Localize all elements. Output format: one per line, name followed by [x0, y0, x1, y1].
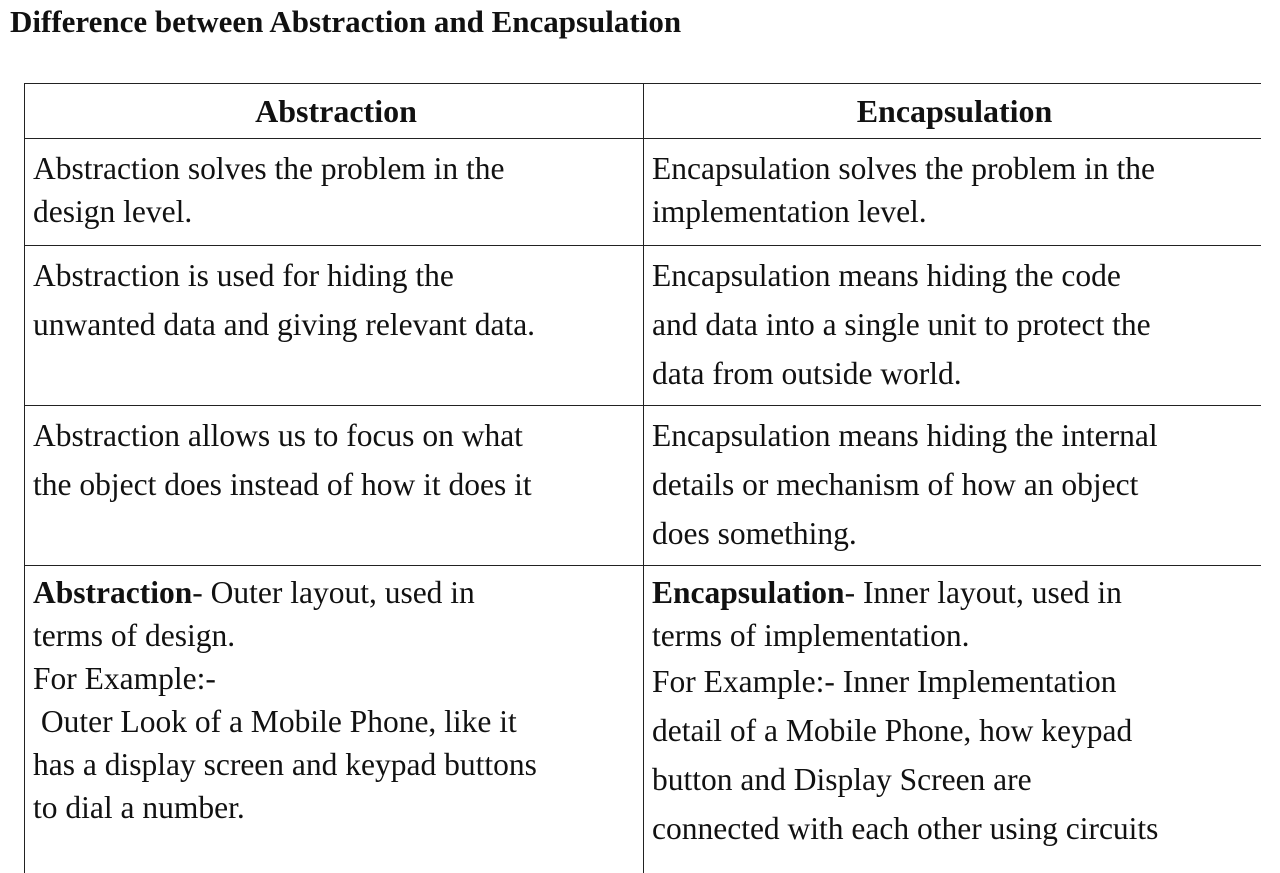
cell-line: Encapsulation means hiding the code — [652, 258, 1121, 293]
cell-line — [33, 571, 639, 614]
abstraction-cell — [25, 139, 644, 246]
header-encapsulation: Encapsulation — [644, 84, 1262, 139]
cell-line: and data into a single unit to protect the — [652, 307, 1151, 342]
cell-line: Abstraction allows us to focus on what — [33, 418, 523, 453]
cell-line: detail of a Mobile Phone, how keypad — [652, 713, 1133, 748]
header-abstraction: Abstraction — [25, 84, 644, 139]
abstraction-lead: - Outer layout, used in — [192, 575, 475, 610]
comparison-table — [24, 83, 1261, 873]
cell-line: Abstraction solves the problem in the — [33, 151, 505, 186]
cell-line: Encapsulation solves the problem in the — [652, 151, 1156, 186]
cell-line: button and Display Screen are — [652, 762, 1032, 797]
cell-line: details or mechanism of how an object — [652, 467, 1139, 502]
cell-line: For Example:- Inner Implementation — [652, 664, 1117, 699]
table-row — [25, 246, 1262, 406]
cell-line: does something. — [652, 516, 857, 551]
table-row — [25, 406, 1262, 566]
cell-line: Encapsulation means hiding the internal — [652, 418, 1158, 453]
cell-line: data from outside world. — [652, 356, 962, 391]
cell-line: the object does instead of how it does it — [33, 467, 532, 502]
abstraction-cell — [25, 406, 644, 566]
cell-line: For Example:- — [33, 661, 216, 696]
cell-line: unwanted data and giving relevant data. — [33, 307, 536, 342]
cell-line: terms of implementation. — [652, 618, 970, 653]
cell-line: terms of design. — [33, 618, 236, 653]
cell-line: has a display screen and keypad buttons — [33, 747, 537, 782]
encapsulation-cell — [644, 246, 1262, 406]
table-row — [25, 139, 1262, 246]
cell-line: connected with each other using circuits — [652, 811, 1159, 846]
abstraction-term: Abstraction — [33, 575, 193, 610]
comparison-table-wrapper — [24, 83, 1261, 873]
cell-line: to dial a number. — [33, 790, 245, 825]
cell-line — [652, 571, 1257, 614]
cell-line: Outer Look of a Mobile Phone, like it — [33, 704, 517, 739]
example-block — [652, 657, 1257, 853]
abstraction-cell — [25, 246, 644, 406]
cell-line: design level. — [33, 194, 193, 229]
encapsulation-cell — [644, 406, 1262, 566]
cell-line: Abstraction is used for hiding the — [33, 258, 454, 293]
encapsulation-lead: - Inner layout, used in — [844, 575, 1122, 610]
table-row — [25, 566, 1262, 873]
cell-line: implementation level. — [652, 194, 927, 229]
encapsulation-cell — [644, 566, 1262, 873]
abstraction-cell — [25, 566, 644, 873]
encapsulation-cell — [644, 139, 1262, 246]
table-header-row — [25, 84, 1262, 139]
page-title: Difference between Abstraction and Encapsulation — [10, 4, 682, 39]
encapsulation-term: Encapsulation — [652, 575, 845, 610]
